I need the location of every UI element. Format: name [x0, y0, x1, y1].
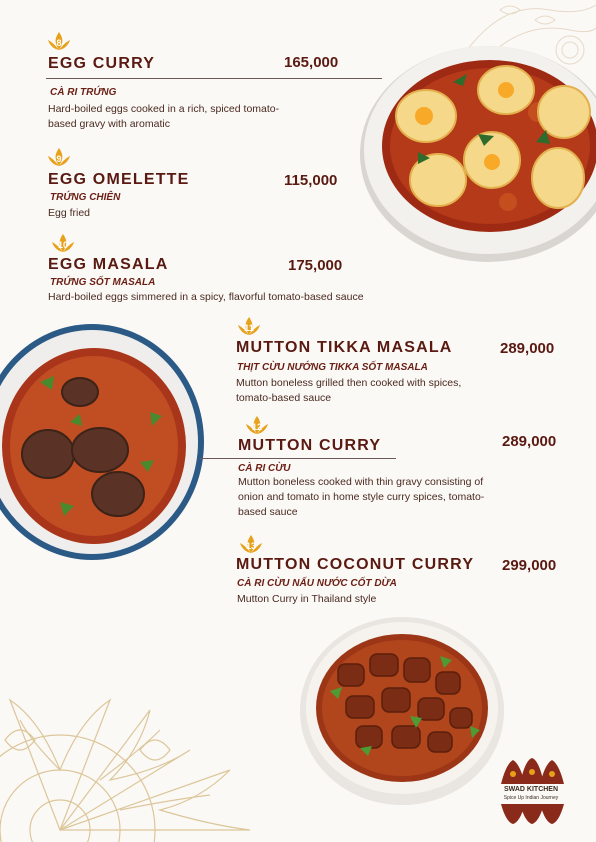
item-price: 299,000: [502, 557, 557, 574]
item-vietnamese-name: CÀ RI CỪU: [238, 463, 291, 474]
item-number-badge: [50, 232, 76, 254]
item-number: 12: [251, 422, 262, 432]
item-number-badge: [46, 30, 72, 52]
item-description: Hard-boiled eggs simmered in a spicy, flavorful tomato-based sauce: [48, 291, 364, 303]
item-description: Mutton Curry in Thailand style: [237, 593, 377, 605]
item-price: 289,000: [500, 340, 555, 357]
item-title: EGG OMELETTE: [48, 171, 190, 188]
mutton-tikka-image: [0, 322, 206, 562]
egg-curry-image: [358, 42, 596, 264]
logo-border-icon: [496, 802, 566, 824]
item-title: MUTTON TIKKA MASALA: [236, 339, 453, 356]
item-vietnamese-name: TRỨNG CHIÊN: [50, 192, 121, 203]
item-price: 115,000: [284, 172, 338, 189]
item-number: 9: [56, 154, 62, 164]
item-number: 13: [245, 541, 256, 551]
item-title: MUTTON COCONUT CURRY: [236, 556, 475, 573]
item-number-badge: [46, 146, 72, 168]
item-vietnamese-name: THỊT CỪU NƯỚNG TIKKA SỐT MASALA: [237, 362, 428, 373]
item-description: Hard-boiled eggs cooked in a rich, spiced tomato-based gravy with aromatic: [48, 103, 280, 130]
brand-name: SWAD KITCHEN: [503, 786, 559, 793]
item-price: 175,000: [288, 257, 343, 274]
item-vietnamese-name: CÀ RI TRỨNG: [50, 87, 117, 98]
item-price: 289,000: [502, 433, 557, 450]
item-description: Mutton boneless grilled then cooked with spices, tomato-based sauce: [236, 377, 462, 404]
item-number: 10: [57, 240, 68, 250]
item-vietnamese-name: CÀ RI CỪU NẤU NƯỚC CỐT DỪA: [237, 578, 397, 589]
divider: [200, 458, 396, 459]
item-number-badge: [238, 533, 264, 555]
brand-logo: [496, 756, 566, 824]
item-title: MUTTON CURRY: [238, 437, 382, 454]
logo-pattern-icon: [496, 756, 566, 786]
mandala-decoration-bottom: [0, 600, 290, 842]
mutton-coconut-image: [300, 616, 505, 806]
divider: [46, 78, 382, 79]
item-number-badge: [236, 315, 262, 337]
item-description: Egg fried: [48, 207, 91, 219]
item-number: 8: [56, 38, 62, 48]
item-title: EGG CURRY: [48, 55, 156, 72]
item-number-badge: [244, 414, 270, 436]
item-number: 11: [244, 323, 254, 333]
item-description: Mutton boneless cooked with thin gravy consisting of onion and tomato in home style curry spices, tomato-based sauce: [238, 476, 485, 518]
item-vietnamese-name: TRỨNG SỐT MASALA: [50, 277, 156, 288]
item-title: EGG MASALA: [48, 256, 169, 273]
brand-tagline: Spice Up Indian Journey: [503, 795, 559, 801]
item-price: 165,000: [284, 54, 339, 71]
